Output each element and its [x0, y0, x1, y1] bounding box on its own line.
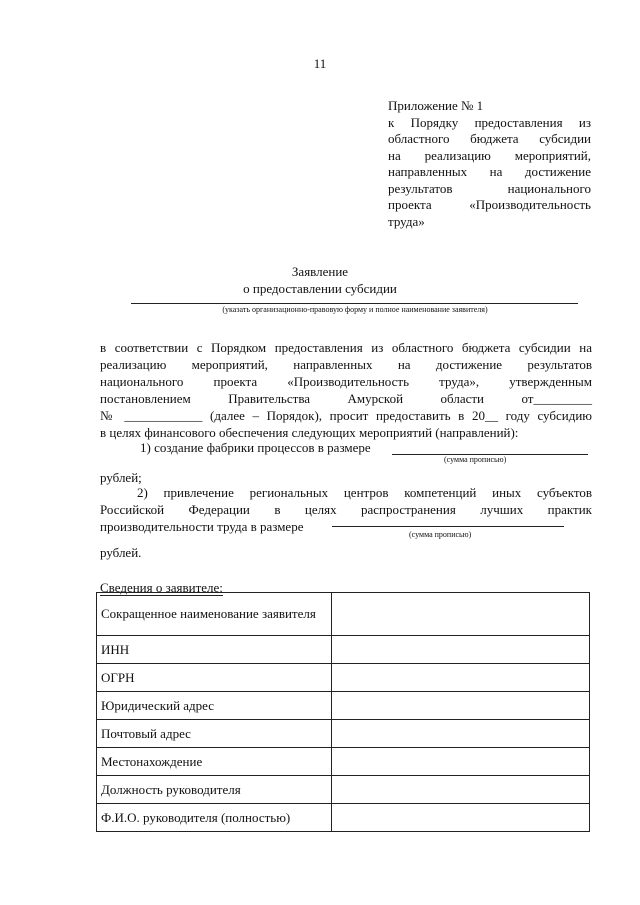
- table-row: [97, 593, 590, 636]
- table-row: [97, 664, 590, 692]
- amount-hint-2: (сумма прописью): [409, 530, 472, 539]
- paragraph-line: национального проекта «Производительность труда», утвержденным: [100, 374, 592, 389]
- table-cell-value: [332, 748, 590, 776]
- applicant-info-table: [96, 592, 590, 832]
- table-cell-label: Почтовый адрес: [97, 720, 332, 748]
- paragraph-line: Российской Федерации в целях распространения лучших практик: [100, 502, 592, 517]
- paragraph-line: реализацию мероприятий, направленных на достижение результатов: [100, 357, 592, 372]
- appendix-line: областного бюджета субсидии: [388, 131, 591, 146]
- paragraph-line: 2) привлечение региональных центров компетенций иных субъектов: [137, 485, 592, 500]
- paragraph-line: № ____________ (далее – Порядок), просит предоставить в 20__ году субсидию: [100, 408, 592, 423]
- appendix-line: Приложение № 1: [388, 98, 484, 113]
- table-cell-label: ОГРН: [97, 664, 332, 692]
- paragraph-line: в соответствии с Порядком предоставления из областного бюджета субсидии на: [100, 340, 592, 355]
- table-row: [97, 720, 590, 748]
- table-cell-label: Сокращенное наименование заявителя: [97, 593, 332, 636]
- applicant-name-hint: (указать организационно-правовую форму и полное наименование заявителя): [222, 305, 488, 314]
- paragraph-1: [100, 339, 592, 441]
- table-cell-value: [332, 664, 590, 692]
- rubles-label-2: рублей.: [100, 545, 142, 560]
- appendix-line: труда»: [388, 213, 425, 229]
- table-row: [97, 804, 590, 832]
- table-cell-label: Должность руководителя: [97, 776, 332, 804]
- table-cell-label: Ф.И.О. руководителя (полностью): [97, 804, 332, 832]
- appendix-block: [388, 98, 591, 230]
- appendix-line: результатов национального: [388, 180, 591, 196]
- paragraph-line: в целях финансового обеспечения следующих мероприятий (направлений):: [100, 425, 519, 440]
- table-row: [97, 748, 590, 776]
- appendix-line: на реализацию мероприятий,: [388, 147, 591, 163]
- appendix-line: направленных на достижение: [388, 164, 591, 179]
- item-2-amount-line: [332, 526, 564, 527]
- appendix-line: проекта «Производительность: [388, 197, 591, 212]
- table-row: [97, 776, 590, 804]
- table-cell-label: Местонахождение: [97, 748, 332, 776]
- table-cell-label: ИНН: [97, 636, 332, 664]
- amount-hint-1: (сумма прописью): [444, 455, 507, 464]
- document-subtitle: о предоставлении субсидии: [243, 281, 397, 296]
- table-cell-value: [332, 776, 590, 804]
- table-row: [97, 636, 590, 664]
- paragraph-line: постановлением Правительства Амурской области от_________: [100, 391, 592, 406]
- document-title: Заявление: [291, 264, 349, 279]
- applicant-name-line: [131, 303, 578, 304]
- page-number: 11: [313, 56, 327, 71]
- table-cell-value: [332, 720, 590, 748]
- table-row: [97, 692, 590, 720]
- rubles-label-1: рублей;: [100, 470, 142, 485]
- applicant-info-label-text: Сведения о заявителе:: [100, 580, 223, 595]
- table-cell-label: Юридический адрес: [97, 692, 332, 720]
- table-cell-value: [332, 804, 590, 832]
- appendix-line: к Порядку предоставления из: [388, 114, 591, 130]
- table-cell-value: [332, 692, 590, 720]
- item-1-text: 1) создание фабрики процессов в размере: [140, 440, 371, 455]
- table-cell-value: [332, 636, 590, 664]
- table-cell-value: [332, 593, 590, 636]
- paragraph-2: [100, 484, 592, 535]
- paragraph-line: производительности труда в размере: [100, 519, 304, 534]
